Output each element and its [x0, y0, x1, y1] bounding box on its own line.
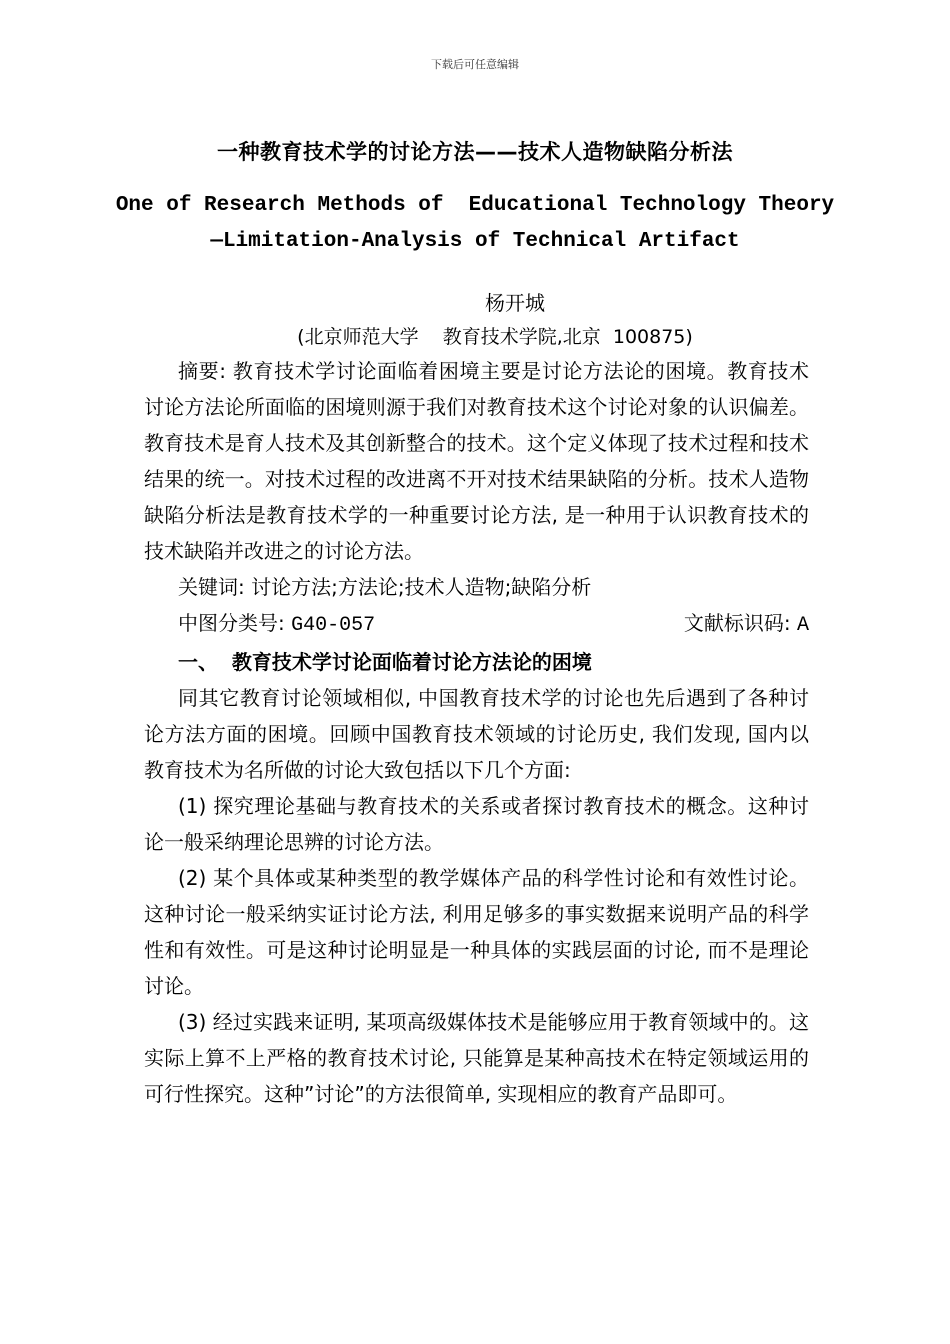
document-code-value: A [796, 614, 809, 637]
paragraph: (1) 探究理论基础与教育技术的关系或者探讨教育技术的概念。这种讨论一般采纳理论思辨的讨论方法。 [144, 794, 809, 854]
clc-code: G40-057 [291, 614, 376, 637]
document-body [144, 353, 809, 1112]
title-english-line1: One of Research Methods of Educational Technology Theory [115, 194, 835, 217]
paragraph: 同其它教育讨论领域相似, 中国教育技术学的讨论也先后遇到了各种讨论方法方面的困境。回顾中国教育技术领域的讨论历史, 我们发现, 国内以教育技术为名所做的讨论大致包括以下几个方面: [144, 686, 809, 782]
title-english-line2: —Limitation-Analysis of Technical Artifact [210, 230, 740, 253]
clc-number: 中图分类号: G40-057 [178, 611, 376, 637]
abstract: 摘要: 教育技术学讨论面临着困境主要是讨论方法论的困境。教育技术讨论方法论所面临的困境则源于我们对教育技术这个讨论对象的认识偏差。教育技术是育人技术及其创新整合的技术。这个定义体现了技术过程和技术结果的统一。对技术过程的改进离不开对技术结果缺陷的分析。技术人造物缺陷分析法是教育技术学的一种重要讨论方法, 是一种用于认识教育技术的技术缺陷并改进之的讨论方法。 [144, 359, 809, 563]
keywords: 关键词: 讨论方法;方法论;技术人造物;缺陷分析 [178, 575, 592, 599]
author-name: 杨开城 [485, 291, 545, 315]
section-heading: 一、 教育技术学讨论面临着讨论方法论的困境 [178, 650, 592, 674]
paragraph: (3) 经过实践来证明, 某项高级媒体技术是能够应用于教育领域中的。这实际上算不上严格的教育技术讨论, 只能算是某种高技术在特定领域运用的可行性探究。这种”讨论”的方法很简单, 实现相应的教育产品即可。 [144, 1010, 809, 1106]
title-chinese: 一种教育技术学的讨论方法——技术人造物缺陷分析法 [217, 140, 733, 164]
page-header-note: 下载后可任意编辑 [431, 58, 519, 71]
author-affiliation: (北京师范大学 教育技术学院,北京 100875) [297, 326, 693, 348]
paragraph: (2) 某个具体或某种类型的教学媒体产品的科学性讨论和有效性讨论。这种讨论一般采纳实证讨论方法, 利用足够多的事实数据来说明产品的科学性和有效性。可是这种讨论明显是一种具体的实践层面的讨论, 而不是理论讨论。 [144, 866, 809, 998]
document-code: 文献标识码: A [683, 611, 809, 637]
classification-line [144, 605, 809, 644]
